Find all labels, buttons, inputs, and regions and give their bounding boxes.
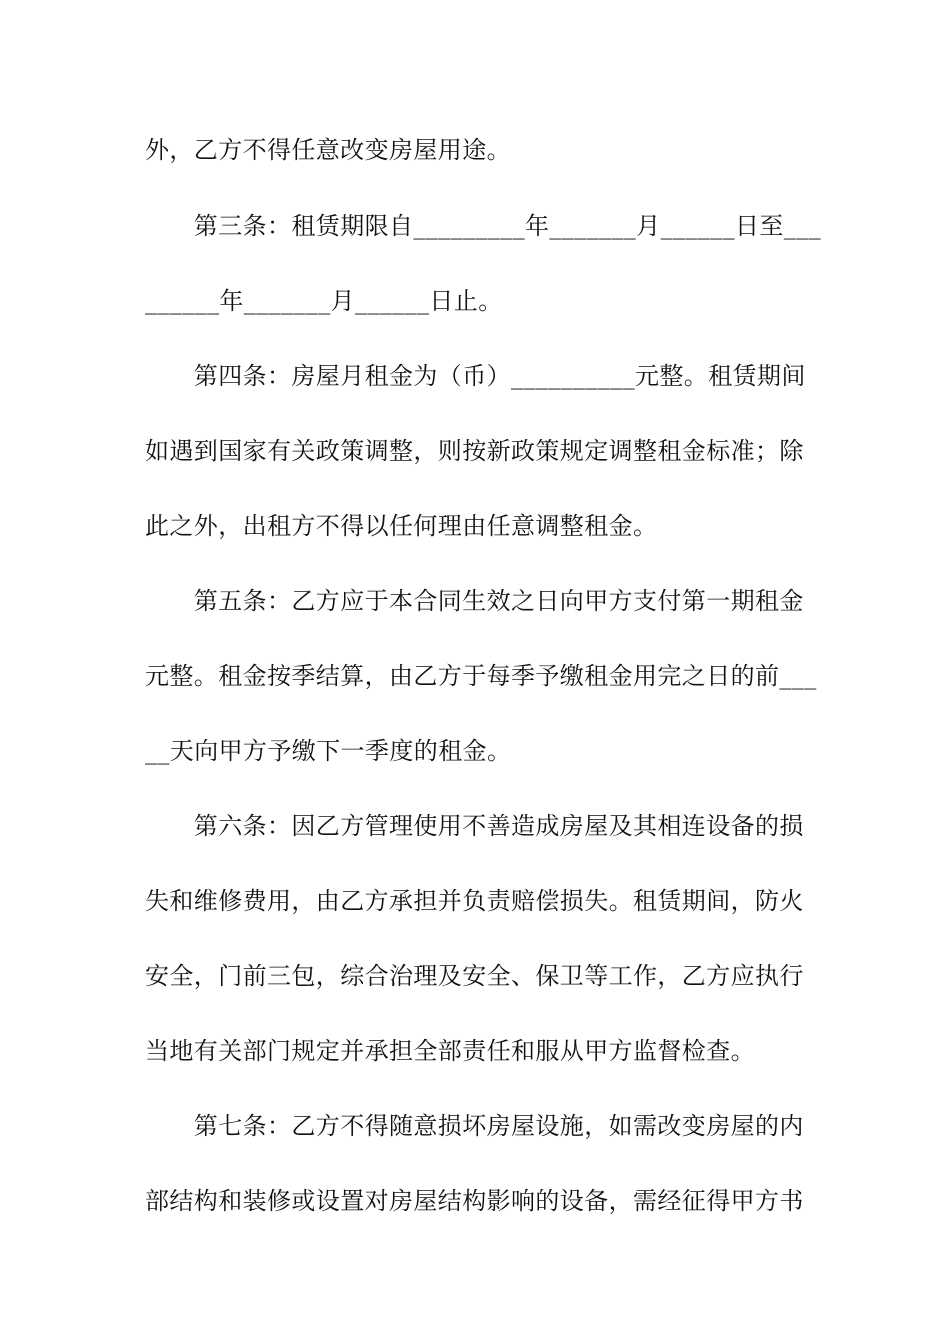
article-4-line-1: 第四条：房屋月租金为（币）__________元整。租赁期间	[145, 362, 806, 390]
text-line: 外，乙方不得任意改变房屋用途。	[145, 136, 511, 164]
article-6-line-4: 当地有关部门规定并承担全部责任和服从甲方监督检查。	[145, 1037, 755, 1065]
article-5-line-2: 元整。租金按季结算，由乙方于每季予缴租金用完之日的前___	[145, 662, 817, 690]
article-6-line-1: 第六条：因乙方管理使用不善造成房屋及其相连设备的损	[145, 812, 804, 840]
article-3-line-1: 第三条：租赁期限自_________年_______月______日至___	[145, 212, 821, 240]
article-4-line-2: 如遇到国家有关政策调整，则按新政策规定调整租金标准；除	[145, 437, 804, 465]
article-7-line-2: 部结构和装修或设置对房屋结构影响的设备，需经征得甲方书	[145, 1187, 804, 1215]
article-4-line-3: 此之外，出租方不得以任何理由任意调整租金。	[145, 512, 658, 540]
article-5-line-1: 第五条：乙方应于本合同生效之日向甲方支付第一期租金	[145, 587, 804, 615]
article-6-line-3: 安全，门前三包，综合治理及安全、保卫等工作，乙方应执行	[145, 962, 804, 990]
article-7-line-1: 第七条：乙方不得随意损坏房屋设施，如需改变房屋的内	[145, 1112, 804, 1140]
article-3-line-2: ______年_______月______日止。	[145, 287, 503, 315]
article-6-line-2: 失和维修费用，由乙方承担并负责赔偿损失。租赁期间，防火	[145, 887, 804, 915]
article-5-line-3: __天向甲方予缴下一季度的租金。	[145, 737, 512, 765]
